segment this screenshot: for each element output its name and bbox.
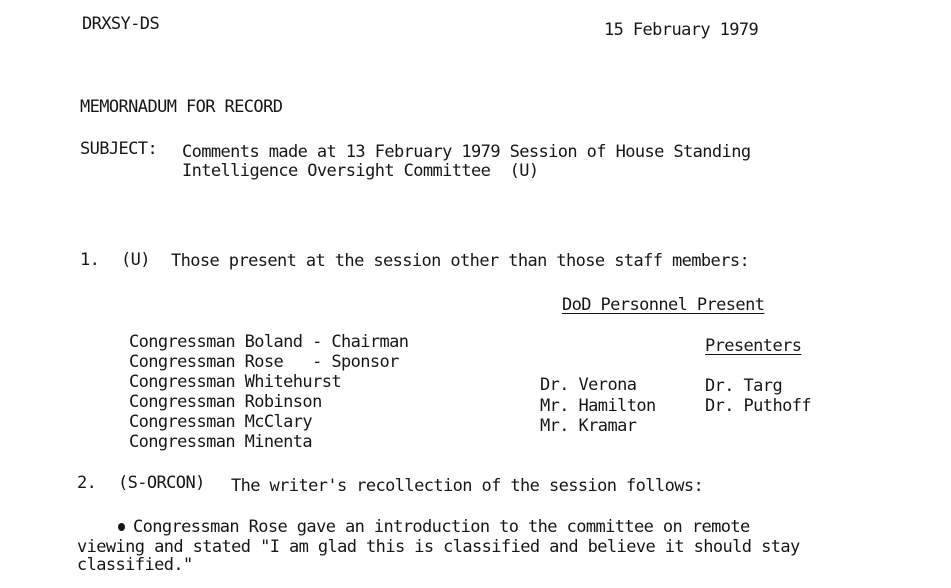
para2-classification: (S-ORCON) [118,473,205,493]
dod-personnel-item: Mr. Hamilton [540,396,656,416]
para1-number: 1. [80,250,100,270]
bullet-text: Congressman Rose gave an introduction to the committee on remote [133,517,750,537]
bullet-line-3: classified." [77,555,193,575]
para2-number: 2. [77,473,97,493]
office-symbol: DRXSY-DS [82,14,160,34]
congressman-list-item: Congressman Boland - Chairman [129,332,409,352]
memo-title: MEMORNADUM FOR RECORD [80,97,283,117]
para2-text: The writer's recollection of the session follows: [231,476,704,496]
congressman-list-item: Congressman Minenta [129,432,313,452]
bullet-line-2: viewing and stated "I am glad this is classified and believe it should stay [77,537,800,557]
congressman-list-item: Congressman McClary [129,412,313,432]
subject-label: SUBJECT: [80,139,158,159]
presenter-item: Dr. Targ [705,376,783,396]
congressman-list-item: Congressman Whitehurst [129,372,341,392]
dod-personnel-item: Mr. Kramar [540,416,637,436]
bullet-line-1 [118,517,750,537]
subject-line-2: Intelligence Oversight Committee (U) [182,161,539,181]
congressman-list-item: Congressman Robinson [129,392,322,412]
para1-classification: (U) [121,250,150,270]
para1-text: Those present at the session other than those staff members: [171,251,750,271]
bullet-icon [118,523,125,531]
presenter-item: Dr. Puthoff [705,396,811,416]
congressman-list-item: Congressman Rose - Sponsor [129,352,399,372]
memo-date: 15 February 1979 [604,20,759,40]
subject-line-1: Comments made at 13 February 1979 Session of House Standing [182,142,751,162]
dod-personnel-heading: DoD Personnel Present [562,295,765,315]
dod-personnel-item: Dr. Verona [540,375,637,395]
presenters-heading: Presenters [705,336,802,356]
